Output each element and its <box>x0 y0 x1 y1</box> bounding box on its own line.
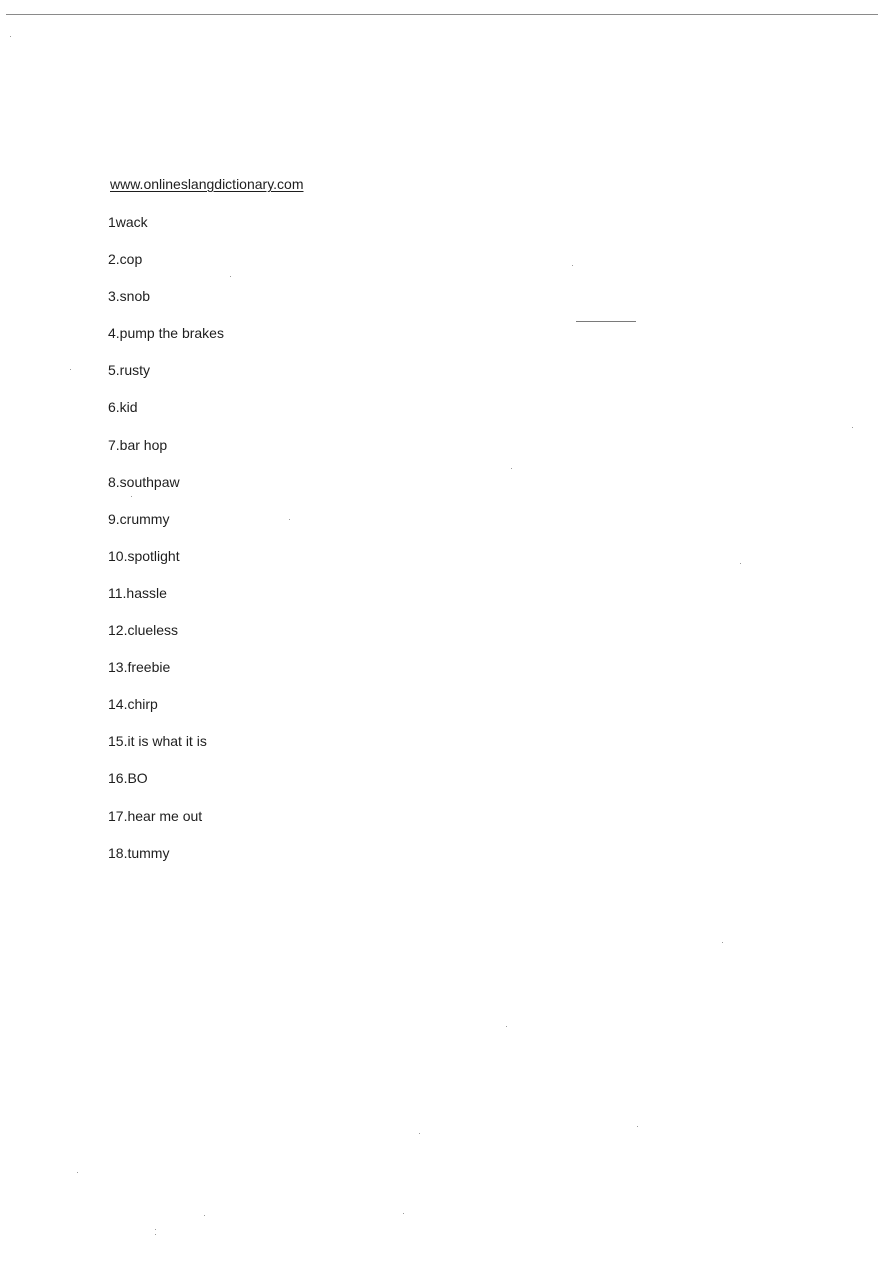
list-item: 4.pump the brakes <box>108 325 224 342</box>
scan-speck <box>722 942 723 943</box>
list-item: 12.clueless <box>108 622 179 639</box>
scan-speck <box>511 468 512 469</box>
list-item: 2.cop <box>108 251 143 268</box>
list-item: 6.kid <box>108 399 138 416</box>
list-item: 1wack <box>108 214 148 230</box>
scan-speck <box>852 427 853 428</box>
list-item: 18.tummy <box>108 844 170 861</box>
list-item: 11.hassle <box>108 584 167 601</box>
scan-speck <box>572 265 573 266</box>
slang-word-list <box>108 213 224 881</box>
list-item: 10.spotlight <box>108 547 180 564</box>
scan-speck <box>131 496 132 497</box>
scan-speck <box>70 369 71 370</box>
list-item: 7.bar hop <box>108 436 168 453</box>
scan-artifact-line <box>576 321 636 322</box>
scan-speck <box>204 1215 205 1216</box>
scan-speck <box>10 36 11 37</box>
scan-speck <box>155 1229 156 1230</box>
scan-speck <box>77 1172 78 1173</box>
list-item: 17.hear me out <box>108 807 203 824</box>
list-item: 9.crummy <box>108 510 170 527</box>
scan-speck <box>403 1213 404 1214</box>
scan-speck <box>419 1133 420 1134</box>
scan-speck <box>506 1026 507 1027</box>
scan-speck <box>740 563 741 564</box>
list-item: 15.it is what it is <box>108 733 207 750</box>
list-item: 8.southpaw <box>108 473 180 490</box>
scan-speck <box>230 276 231 277</box>
scan-speck <box>289 519 290 520</box>
top-rule-divider <box>6 14 878 15</box>
scan-speck <box>155 1234 156 1235</box>
list-item: 3.snob <box>108 288 151 305</box>
list-item: 16.BO <box>108 770 148 787</box>
list-item: 13.freebie <box>108 659 171 676</box>
source-link[interactable]: www.onlineslangdictionary.com <box>110 176 304 192</box>
list-item: 14.chirp <box>108 696 158 713</box>
list-item: 5.rusty <box>108 362 151 379</box>
scan-speck <box>637 1126 638 1127</box>
